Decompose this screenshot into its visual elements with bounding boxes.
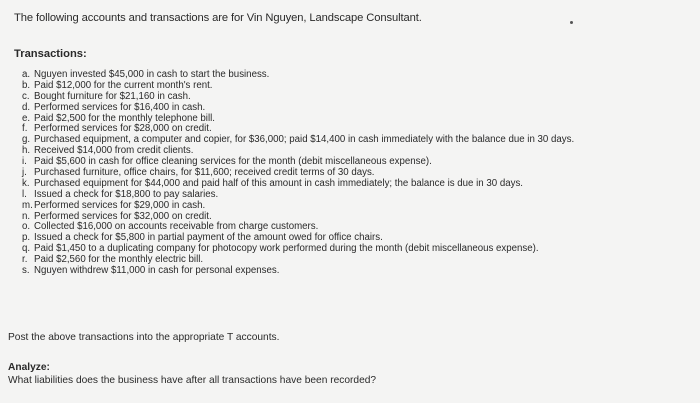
transaction-text: Performed services for $32,000 on credit. (34, 210, 212, 222)
transaction-text: Paid $2,560 for the monthly electric bill. (34, 254, 204, 266)
transaction-text: Purchased furniture, office chairs, for $11,600; received credit terms of 30 days. (34, 167, 375, 179)
transaction-letter: g. (22, 134, 31, 146)
transaction-text: Nguyen invested $45,000 in cash to start the business. (34, 69, 270, 80)
transaction-letter: a. (22, 69, 31, 80)
transaction-text: Nguyen withdrew $11,000 in cash for personal expenses. (34, 265, 280, 277)
transaction-text: Bought furniture for $21,160 in cash. (34, 90, 191, 102)
instruction-text: Post the above transactions into the appropriate T accounts. (8, 332, 280, 343)
transaction-letter: k. (22, 177, 30, 189)
transaction-text: Paid $1,450 to a duplicating company for photocopy work performed during the month (debit miscellaneous expense). (34, 243, 539, 255)
transaction-item (22, 103, 574, 114)
transaction-letter: p. (22, 232, 31, 244)
transaction-letter: c. (22, 90, 30, 102)
transaction-letter: n. (22, 210, 31, 222)
transaction-letter: d. (22, 101, 31, 113)
transaction-letter: s. (22, 265, 30, 277)
transaction-letter: m. (22, 199, 33, 211)
intro-text: The following accounts and transactions are for Vin Nguyen, Landscape Consultant. (14, 12, 422, 24)
transaction-text: Paid $5,600 in cash for office cleaning services for the month (debit miscellaneous expense). (34, 156, 432, 168)
transactions-heading: Transactions: (14, 48, 87, 60)
analyze-heading: Analyze: (8, 362, 50, 373)
transaction-text: Purchased equipment for $44,000 and paid half of this amount in cash immediately; the balance is due in 30 days. (34, 177, 523, 189)
transaction-letter: o. (22, 221, 31, 233)
transaction-text: Collected $16,000 on accounts receivable from charge customers. (34, 221, 319, 233)
transaction-letter: f. (22, 123, 28, 135)
transaction-letter: e. (22, 112, 31, 124)
transaction-letter: r. (22, 254, 28, 266)
transaction-letter: j. (22, 167, 27, 179)
transaction-letter: h. (22, 145, 31, 157)
transactions-list (22, 70, 574, 277)
transaction-text: Performed services for $28,000 on credit. (34, 123, 212, 135)
transaction-item (22, 201, 574, 212)
transaction-text: Paid $2,500 for the monthly telephone bill. (34, 112, 215, 124)
analyze-question: What liabilities does the business have after all transactions have been recorded? (8, 375, 377, 386)
stray-mark (570, 21, 573, 24)
transaction-text: Issued a check for $18,800 to pay salaries. (34, 188, 219, 200)
transaction-text: Purchased equipment, a computer and copier, for $36,000; paid $14,400 in cash immediately with the balance due in 30 days. (34, 134, 575, 146)
transaction-text: Received $14,000 from credit clients. (34, 145, 194, 157)
transaction-text: Paid $12,000 for the current month's rent. (34, 79, 213, 91)
transaction-item (22, 266, 574, 277)
transaction-text: Issued a check for $5,800 in partial payment of the amount owed for office chairs. (34, 232, 383, 244)
transaction-letter: q. (22, 243, 31, 255)
transaction-letter: l. (22, 188, 27, 200)
transaction-text: Performed services for $16,400 in cash. (34, 101, 206, 113)
transaction-letter: i. (22, 156, 27, 168)
transaction-text: Performed services for $29,000 in cash. (34, 199, 206, 211)
transaction-letter: b. (22, 79, 31, 91)
